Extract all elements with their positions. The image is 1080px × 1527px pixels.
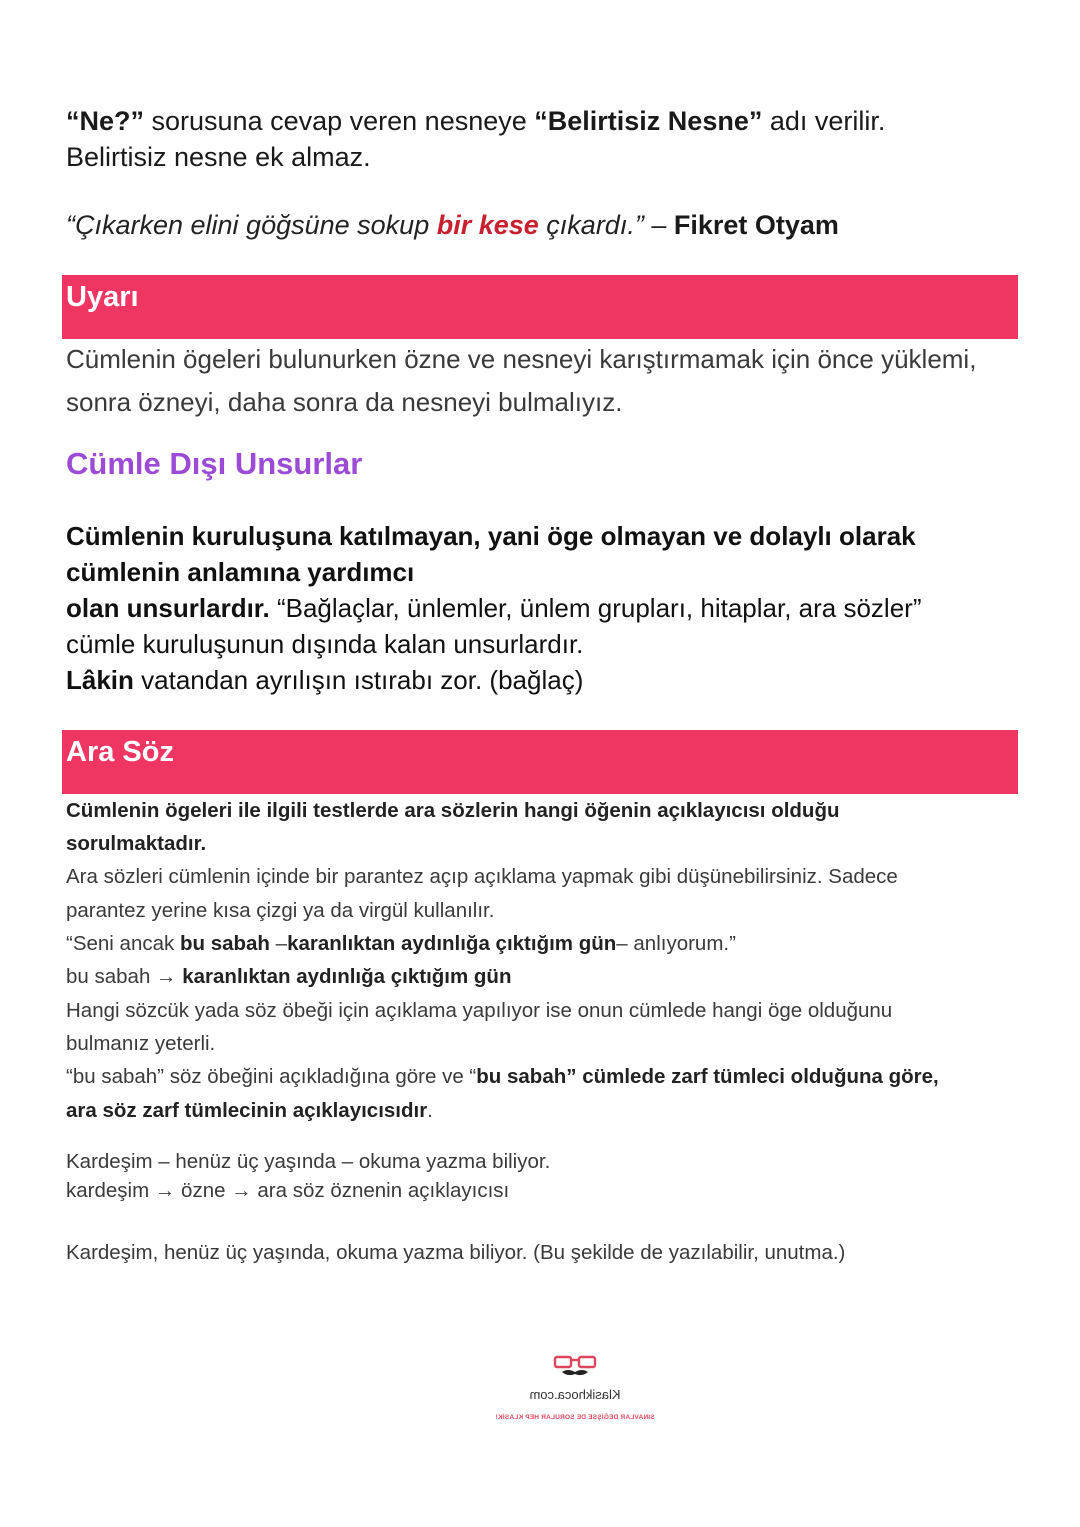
- cdu-line-5: [66, 662, 583, 698]
- arasoz-l5-c: –: [269, 932, 288, 955]
- arasoz-l5-b: bu sabah: [179, 932, 270, 955]
- cdu-line-3-bold: olan unsurlardır.: [66, 593, 270, 623]
- arasoz-line-9: [66, 1060, 939, 1093]
- arasoz-line-6: [66, 960, 511, 993]
- arasoz-line-13: Kardeşim, henüz üç yaşında, okuma yazma biliyor. (Bu şekilde de yazılabilir, unutma.): [66, 1241, 846, 1264]
- quote-highlight: bir kese: [436, 210, 539, 240]
- intro-text: sorusuna cevap veren nesneye: [144, 106, 535, 136]
- cdu-example-word: Lâkin: [66, 665, 134, 695]
- cdu-line-2-text: cümlenin anlamına yardımcı: [66, 557, 415, 587]
- cdu-line-1: [66, 518, 916, 554]
- arasoz-l9-b: bu sabah” cümlede zarf tümleci olduğuna göre,: [476, 1065, 939, 1088]
- arasoz-line-3: Ara sözleri cümlenin içinde bir parantez açıp açıklama yapmak gibi düşünebilirsiniz. Sadece: [66, 865, 898, 888]
- intro-text-end: adı verilir.: [762, 106, 886, 136]
- cdu-example-text: vatandan ayrılışın ıstırabı zor. (bağlaç): [133, 665, 584, 695]
- arasoz-line-2: [66, 827, 206, 860]
- quote-post: çıkardı.” –: [538, 210, 674, 240]
- cdu-line-3-text: “Bağlaçlar, ünlemler, ünlem grupları, hitaplar, ara sözler”: [269, 593, 922, 623]
- arasoz-l9-a: “bu sabah” söz öbeğini açıkladığına göre ve “: [66, 1065, 477, 1088]
- footer-logo: [490, 1354, 660, 1424]
- arasoz-l5-e: – anlıyorum.”: [616, 932, 736, 955]
- arasoz-line-1-text: Cümlenin ögeleri ile ilgili testlerde ara sözlerin hangi öğenin açıklayıcısı olduğu: [66, 799, 840, 822]
- cdu-line-3: [66, 590, 921, 626]
- quote-author: Fikret Otyam: [673, 210, 839, 240]
- arasoz-l5-a: “Seni ancak: [66, 932, 180, 955]
- logo-slogan: SINAVLAR DEĞİŞSE DE SORULAR HEP KLASİK!: [495, 1414, 655, 1421]
- arasoz-line-5: [66, 927, 736, 960]
- arasoz-l5-d: karanlıktan aydınlığa çıktığım gün: [287, 932, 617, 955]
- intro-term: “Belirtisiz Nesne”: [534, 106, 763, 136]
- cdu-line-4: cümle kuruluşunun dışında kalan unsurlardır.: [66, 629, 584, 659]
- arasoz-line-7: Hangi sözcük yada söz öbeği için açıklama yapılıyor ise onun cümlede hangi öge olduğunu: [66, 999, 893, 1022]
- arasoz-line-1: [66, 794, 840, 827]
- arasoz-l6-b: karanlıktan aydınlığa çıktığım gün: [182, 965, 512, 988]
- warning-bar: [62, 275, 1018, 339]
- cdu-line-2: [66, 554, 414, 590]
- arasoz-l10-b: ara söz zarf tümlecinin açıklayıcısıdır: [66, 1099, 428, 1122]
- intro-line-1: [66, 103, 885, 139]
- arasoz-line-2-text: sorulmaktadır.: [66, 832, 207, 855]
- arasoz-title: Ara Söz: [66, 736, 174, 768]
- intro-line-2: Belirtisiz nesne ek almaz.: [66, 142, 371, 172]
- arasoz-line-4: parantez yerine kısa çizgi ya da virgül kullanılır.: [66, 899, 495, 922]
- arasoz-line-10: [66, 1094, 433, 1127]
- section-heading: Cümle Dışı Unsurlar: [66, 446, 363, 481]
- quote-pre: “Çıkarken elini göğsüne sokup: [66, 210, 437, 240]
- arasoz-l10-c: .: [427, 1099, 433, 1122]
- warning-title: Uyarı: [66, 281, 139, 313]
- cdu-line-1-text: Cümlenin kuruluşuna katılmayan, yani öge olmayan ve dolaylı olarak: [66, 521, 916, 551]
- logo-name: Klasikhoca.com: [529, 1387, 621, 1402]
- arasoz-bar: [62, 730, 1018, 794]
- warning-line-2: sonra özneyi, daha sonra da nesneyi bulmalıyız.: [66, 387, 623, 417]
- arasoz-line-8: bulmanız yeterli.: [66, 1032, 216, 1055]
- arasoz-line-12: kardeşim → özne → ara söz öznenin açıklayıcısı: [66, 1179, 510, 1202]
- arasoz-line-11: Kardeşim – henüz üç yaşında – okuma yazma biliyor.: [66, 1150, 551, 1173]
- warning-line-1: Cümlenin ögeleri bulunurken özne ve nesneyi karıştırmamak için önce yüklemi,: [66, 344, 977, 374]
- intro-question: “Ne?”: [66, 106, 145, 136]
- arasoz-l6-a: bu sabah →: [66, 965, 183, 988]
- glasses-mustache-icon: [552, 1354, 598, 1378]
- example-quote: [66, 210, 839, 241]
